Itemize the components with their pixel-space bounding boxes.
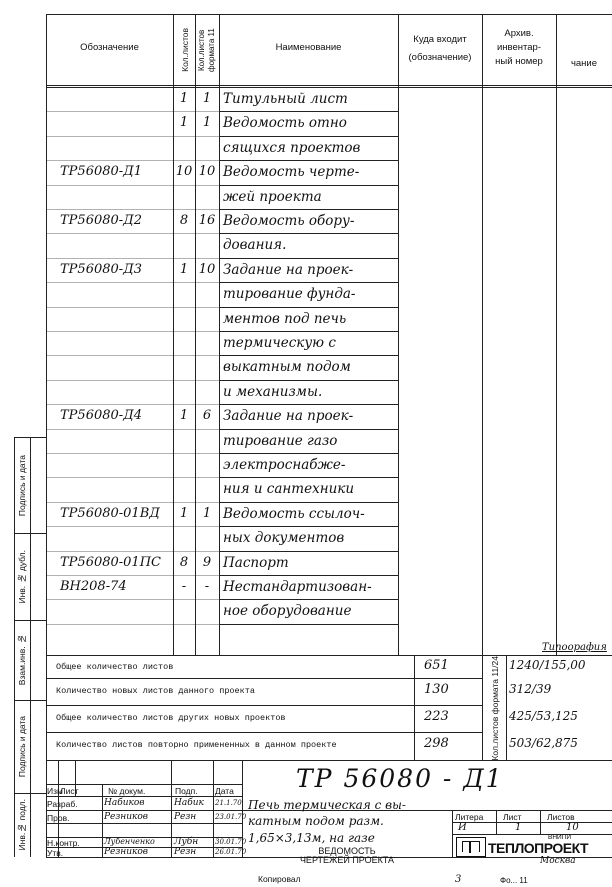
table-row — [46, 600, 612, 624]
tb-right-split — [452, 810, 453, 857]
row-code: ТР56080-01ВД — [60, 505, 160, 521]
table-row — [46, 137, 612, 161]
row-sheet-count-f11: 9 — [202, 554, 212, 570]
tb-org-line — [452, 834, 612, 835]
row-sheet-count: 1 — [179, 505, 189, 521]
row-name: Ведомость ссылоч- — [223, 505, 365, 522]
header-archive-2: инвентар- — [497, 42, 541, 53]
header-sheet-count-f11-cell — [196, 16, 219, 84]
row-name: электроснабже- — [223, 457, 346, 473]
table-row — [46, 210, 612, 234]
tb-sheet-title-1: ВЕДОМОСТЬ — [318, 846, 376, 856]
summary-format-value: 312/39 — [509, 682, 552, 696]
header-name: Наименование — [275, 42, 342, 53]
frame-top — [46, 14, 612, 15]
tb-r3-name: Лубенченко — [104, 837, 155, 846]
row-sheet-count: 10 — [175, 164, 193, 180]
row-sheet-count-f11: 10 — [198, 261, 216, 277]
margin-replace-inv-cell — [14, 622, 30, 698]
row-name: Ведомость отно — [223, 115, 347, 132]
row-code: ТР56080-01ПС — [60, 554, 161, 570]
tb-list-label: Лист — [503, 812, 522, 822]
table-row — [46, 503, 612, 527]
tb-r3-sign: Лубн — [174, 837, 199, 847]
tb-sheet-title — [242, 847, 452, 865]
stamp-top: Типоорафия — [542, 642, 607, 653]
row-name: Нестандартизован- — [223, 579, 372, 595]
row-name: выкатным подом — [223, 359, 351, 376]
row-name: Паспорт — [223, 554, 289, 571]
summary-extra-line — [506, 655, 507, 760]
tb-sheet-title-2: ЧЕРТЕЖЕЙ ПРОЕКТА — [299, 855, 395, 865]
table-row — [46, 356, 612, 380]
footer-copy: Копировал — [258, 874, 301, 884]
header-where-used-2: (обозначение) — [408, 52, 472, 63]
tb-list-val: 1 — [515, 822, 522, 833]
header-designation: Обозначение — [80, 42, 139, 53]
row-sheet-count-f11: 1 — [202, 505, 212, 521]
table-row — [46, 88, 612, 112]
table-row — [46, 430, 612, 454]
row-name: тирование газо — [223, 432, 338, 449]
tb-r3-role: Н.контр. — [47, 838, 80, 848]
header-note: чание — [570, 58, 598, 69]
row-name: жей проекта — [223, 188, 322, 205]
summary-vertical-cell — [483, 657, 506, 759]
summary-format-value: 503/62,875 — [509, 736, 578, 750]
header-archive — [482, 28, 556, 68]
margin-sep-2 — [14, 620, 46, 621]
row-name: дования. — [223, 237, 287, 254]
margin-inv-orig-cell — [14, 795, 30, 855]
tb-r4-sign: Резн — [174, 847, 197, 857]
tb-r2-name: Резников — [104, 812, 149, 822]
tb-litera-line — [452, 822, 612, 823]
row-name: тирование фунда- — [223, 286, 356, 303]
tb-list-sep — [540, 810, 541, 834]
tb-litera-sep — [496, 810, 497, 834]
tb-r4-date: 26.01.70 — [215, 848, 247, 856]
row-code: ТР56080-Д4 — [60, 408, 143, 424]
margin-replace-inv: Взам.инв. № — [17, 634, 27, 686]
table-row — [46, 405, 612, 429]
tb-litera-val: И — [458, 822, 467, 833]
summary-sep-3 — [46, 732, 482, 733]
summary-bottom-line — [46, 760, 612, 761]
org-name: ТЕПЛОПРОЕКТ — [488, 840, 589, 856]
row-code-underline — [46, 624, 219, 625]
summary-value: 298 — [424, 736, 449, 751]
row-code: ВН208-74 — [60, 579, 127, 594]
row-sheet-count-f11: 1 — [202, 115, 212, 131]
margin-signature-date-1: Подпись и дата — [17, 455, 27, 517]
summary-label: Общее количество листов других новых проектов — [56, 713, 286, 723]
row-name: ментов под печь — [223, 310, 347, 327]
row-sheet-count: 8 — [179, 554, 189, 570]
tb-r4-name: Резников — [104, 847, 149, 857]
margin-sep-4 — [14, 793, 46, 794]
tb-r2-sign: Резн — [174, 812, 197, 822]
table-row — [46, 308, 612, 332]
table-row — [46, 161, 612, 185]
table-row — [46, 234, 612, 258]
row-sheet-count: 8 — [179, 213, 189, 228]
table-row — [46, 332, 612, 356]
margin-signature-date-2: Подпись и дата — [17, 716, 27, 778]
tb-r1-date: 21.1.70 — [215, 799, 242, 807]
org-city: Москва — [540, 856, 576, 866]
tb-r1-name: Набиков — [104, 798, 145, 808]
table-row — [46, 552, 612, 576]
table-row — [46, 112, 612, 136]
tb-col-sign-label: Подп. — [175, 786, 198, 796]
table-row — [46, 576, 612, 600]
tb-r1-role: Разраб. — [47, 799, 78, 809]
row-name: термическую с — [223, 335, 336, 351]
margin-sep-3 — [14, 700, 46, 701]
table-row — [46, 283, 612, 307]
header-bottom-line — [46, 85, 612, 86]
tb-col-date — [213, 760, 214, 857]
summary-label: Количество новых листов данного проекта — [56, 686, 255, 696]
header-sheet-count-f11: Кол.листов формата 11 — [196, 28, 216, 72]
row-name: Ведомость черте- — [223, 164, 360, 181]
tb-col-doc — [102, 784, 103, 857]
row-name: ное оборудование — [223, 603, 352, 620]
row-sheet-count: 1 — [179, 91, 189, 106]
summary-vertical-label: Кол.листов формата 11/24 — [489, 655, 500, 761]
row-sheet-count: 1 — [179, 408, 189, 424]
tb-litera-label: Литера — [455, 812, 484, 822]
row-sheet-count: 1 — [179, 115, 189, 131]
tb-col-date-label: Дата — [215, 786, 234, 796]
header-where-used-1: Куда входит — [413, 34, 467, 45]
margin-sep-1 — [14, 533, 46, 534]
row-code: ТР56080-Д1 — [60, 164, 143, 180]
row-code: ТР56080-Д2 — [60, 213, 143, 228]
tb-col-sign — [171, 760, 172, 857]
footer-format: Фо... 11 — [500, 876, 528, 885]
table-row — [46, 454, 612, 478]
row-sheet-count-f11: 16 — [198, 213, 216, 228]
row-name: Задание на проек- — [223, 261, 354, 278]
tb-desc-1: Печь термическая с вы- — [248, 798, 406, 812]
margin-signature-date-1-cell — [14, 440, 30, 532]
table-row — [46, 259, 612, 283]
summary-sep-1 — [46, 678, 482, 679]
row-sheet-count: - — [181, 579, 187, 594]
table-row — [46, 381, 612, 405]
tb-col-list-label: Лист — [60, 786, 79, 796]
header-sheet-count-cell — [174, 16, 195, 84]
row-sheet-count-f11: 6 — [202, 408, 212, 424]
margin-inner-line — [30, 437, 31, 857]
org-small: ВНИПИ — [548, 834, 572, 841]
summary-val-line — [414, 655, 415, 760]
header-archive-1: Архив. — [504, 28, 534, 39]
tb-r4-role: Утв. — [47, 848, 64, 858]
tb-r2-date: 23.01.70 — [215, 813, 247, 821]
tb-r3-date: 30.01.70 — [215, 838, 247, 846]
row-sheet-count-f11: 10 — [198, 164, 216, 180]
row-name: Задание на проек- — [223, 408, 354, 425]
summary-value: 223 — [424, 709, 449, 724]
tb-desc-3: 1,65×3,13м, на газе — [248, 831, 375, 845]
tb-lists-label: Листов — [547, 812, 575, 822]
summary-label: Количество листов повторно примененных в данном проекте — [56, 740, 337, 750]
row-name: Ведомость обору- — [223, 213, 355, 229]
summary-label: Общее количество листов — [56, 662, 174, 672]
header-archive-3: ный номер — [495, 56, 543, 67]
tb-lists-val: 10 — [566, 822, 579, 833]
summary-sep-2 — [46, 705, 482, 706]
header-sheet-count: Кол.листов — [179, 28, 190, 72]
margin-inv-dup-cell — [14, 536, 30, 618]
tb-desc-2: катным подом разм. — [248, 814, 384, 828]
row-name: ных документов — [223, 530, 345, 547]
summary-value: 130 — [424, 682, 449, 697]
header-where-used — [398, 34, 482, 64]
tb-col-izm-label: Изм — [47, 786, 63, 796]
table-row — [46, 527, 612, 551]
doc-code: ТР 56080 - Д1 — [296, 764, 504, 793]
summary-top-line — [46, 655, 612, 656]
margin-inv-dup: Инв. № дубл. — [17, 550, 27, 604]
row-name: Титульный лист — [223, 91, 348, 107]
tb-col-doc-label: № докум. — [108, 786, 146, 796]
margin-inv-orig: Инв.№ подл. — [17, 799, 27, 851]
row-name: и механизмы. — [223, 383, 323, 400]
summary-format-value: 425/53,125 — [509, 709, 578, 723]
tb-r1-sign: Набик — [174, 798, 204, 808]
margin-signature-date-2-cell — [14, 702, 30, 792]
row-sheet-count-f11: 1 — [202, 91, 212, 106]
margin-top-line — [14, 437, 46, 438]
row-code: ТР56080-Д3 — [60, 261, 143, 277]
row-underline — [219, 624, 398, 625]
row-name: сящихся проектов — [223, 139, 361, 156]
summary-value: 651 — [424, 658, 449, 673]
summary-format-value: 1240/155,00 — [509, 658, 586, 672]
row-sheet-count-f11: - — [204, 579, 210, 594]
row-name: ния и сантехники — [223, 481, 355, 498]
org-logo-icon — [456, 837, 486, 857]
table-row — [46, 186, 612, 210]
table-row — [46, 478, 612, 502]
footer-mark: 3 — [455, 874, 462, 885]
tb-r2-role: Пров. — [47, 813, 70, 823]
row-sheet-count: 1 — [179, 261, 189, 277]
